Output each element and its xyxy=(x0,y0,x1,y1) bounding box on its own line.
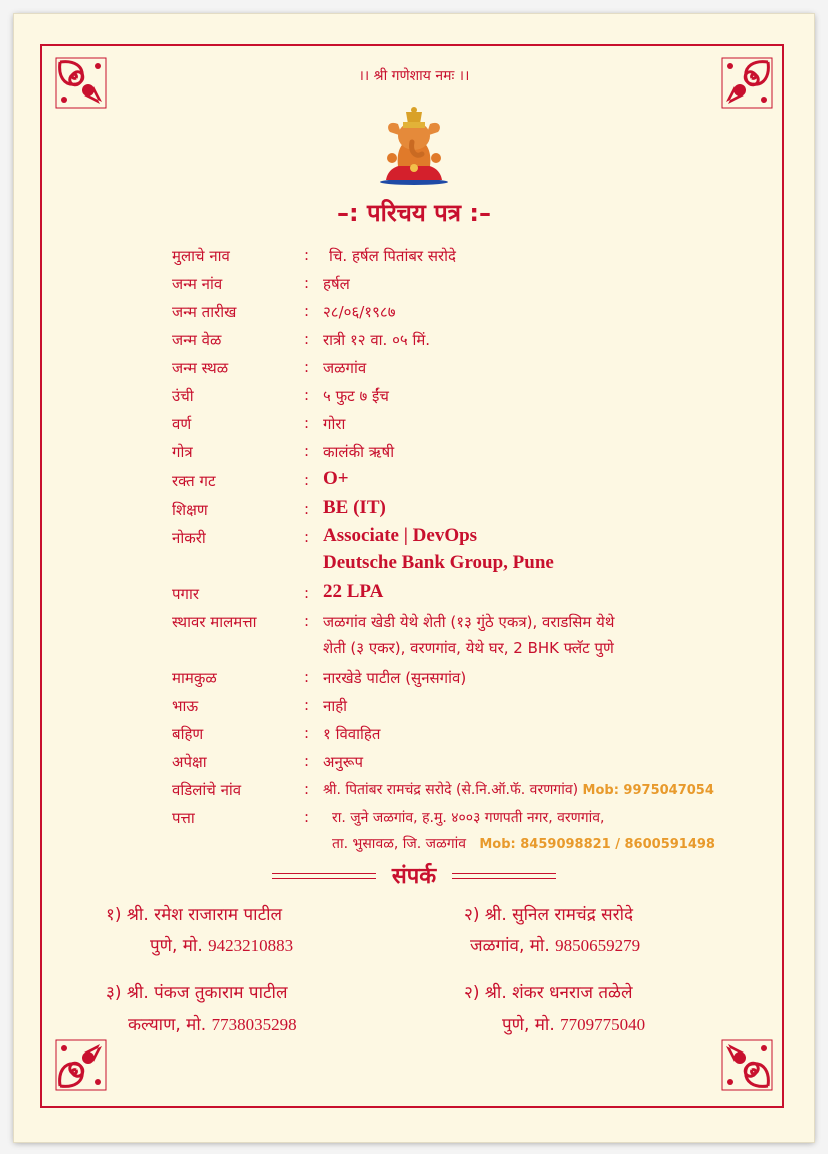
row-label: मामकुळ xyxy=(172,669,217,687)
row-colon: : xyxy=(304,500,310,518)
row-value: अनुरूप xyxy=(323,753,363,771)
row-colon: : xyxy=(304,808,310,826)
row-value: गोरा xyxy=(323,415,346,433)
contact-3-phone-line xyxy=(128,1012,297,1035)
address-line2-text: ता. भुसावळ, जि. जळगांव xyxy=(332,836,466,852)
row-label: रक्त गट xyxy=(172,472,216,490)
row-colon: : xyxy=(304,752,310,770)
row-label: मुलाचे नाव xyxy=(172,247,230,265)
row-colon: : xyxy=(304,386,310,404)
row-label: अपेक्षा xyxy=(172,753,207,771)
row-value: १ विवाहित xyxy=(323,725,381,743)
row-colon: : xyxy=(304,696,310,714)
row-label: शिक्षण xyxy=(172,501,208,519)
row-value: कालंकी ऋषी xyxy=(323,443,395,461)
row-value: रात्री १२ वा. ०५ मिं. xyxy=(323,331,431,349)
row-label: भाऊ xyxy=(172,697,199,715)
row-label: नोकरी xyxy=(172,529,206,547)
row-colon: : xyxy=(304,442,310,460)
row-value: जळगांव xyxy=(323,359,367,377)
row-value: चि. हर्षल पितांबर सरोदे xyxy=(329,247,456,265)
row-label: वर्ण xyxy=(172,415,192,433)
row-colon: : xyxy=(304,330,310,348)
contact-3-name: ३) श्री. पंकज तुकाराम पाटील xyxy=(106,983,288,1003)
row-value: नारखेडे पाटील (सुनसगांव) xyxy=(323,669,467,687)
row-value: 22 LPA xyxy=(323,581,384,602)
row-value-line2: Deutsche Bank Group, Pune xyxy=(323,552,554,573)
contact-1-name: १) श्री. रमेश राजाराम पाटील xyxy=(106,905,283,925)
contact-phone: 9423210883 xyxy=(208,936,294,955)
father-mobile: Mob: 9975047054 xyxy=(582,783,714,798)
contact-1-phone-line xyxy=(150,933,293,956)
corner-ornament-icon xyxy=(54,1038,108,1092)
contact-heading: संपर्क xyxy=(391,864,437,889)
row-value-line2 xyxy=(332,834,715,853)
row-label: गोत्र xyxy=(172,443,193,461)
row-value: नाही xyxy=(323,697,348,715)
row-value: O+ xyxy=(323,468,349,489)
row-value xyxy=(323,780,714,799)
row-label: जन्म नांव xyxy=(172,275,223,293)
contact-4-name: २) श्री. शंकर धनराज तळेले xyxy=(464,983,633,1003)
contact-separator xyxy=(14,862,814,892)
row-colon: : xyxy=(304,358,310,376)
corner-ornament-icon xyxy=(720,1038,774,1092)
row-value: BE (IT) xyxy=(323,497,386,518)
row-value: Associate | DevOps xyxy=(323,525,478,546)
row-colon: : xyxy=(304,414,310,432)
father-name-text: श्री. पितांबर रामचंद्र सरोदे (से.नि.ऑ.फॅ. वरणगांव) xyxy=(323,782,579,798)
row-value: हर्षल xyxy=(323,275,350,293)
row-label: उंची xyxy=(172,387,194,405)
row-colon: : xyxy=(304,528,310,546)
contact-phone: 9850659279 xyxy=(555,936,641,955)
row-colon: : xyxy=(304,274,310,292)
contact-4-phone-line xyxy=(502,1012,645,1035)
row-value: २८/०६/१९८७ xyxy=(323,303,396,321)
row-colon: : xyxy=(304,612,310,630)
row-colon: : xyxy=(304,471,310,489)
row-label: पत्ता xyxy=(172,809,195,827)
biodata-page xyxy=(14,14,814,1142)
row-label: जन्म वेळ xyxy=(172,331,222,349)
contact-phone: 7709775040 xyxy=(560,1015,646,1034)
row-colon: : xyxy=(304,584,310,602)
row-value: ५ फुट ७ ईंच xyxy=(323,387,389,405)
contact-2-name: २) श्री. सुनिल रामचंद्र सरोदे xyxy=(464,905,634,925)
address-mobile: Mob: 8459098821 / 8600591498 xyxy=(479,837,715,852)
contact-place: पुणे, मो. xyxy=(502,1015,555,1035)
row-colon: : xyxy=(304,780,310,798)
row-value-line2: शेती (३ एकर), वरणगांव, येथे घर, 2 BHK फ्लॅट पुणे xyxy=(323,639,614,657)
contact-place: जळगांव, मो. xyxy=(470,936,550,956)
ganesha-icon xyxy=(376,106,452,186)
contact-phone: 7738035298 xyxy=(211,1015,297,1034)
row-colon: : xyxy=(304,724,310,742)
row-label: जन्म स्थळ xyxy=(172,359,229,377)
page-title: –: परिचय पत्र :– xyxy=(337,199,491,227)
row-label: स्थावर मालमत्ता xyxy=(172,613,257,631)
row-value: रा. जुने जळगांव, ह.मु. ४००३ गणपती नगर, वरणगांव, xyxy=(332,810,605,826)
contact-place: पुणे, मो. xyxy=(150,936,203,956)
row-label: पगार xyxy=(172,585,199,603)
contact-2-phone-line xyxy=(470,933,640,956)
row-value: जळगांव खेडी येथे शेती (१३ गुंठे एकत्र), वराडसिम येथे xyxy=(323,613,615,631)
row-label: वडिलांचे नांव xyxy=(172,781,242,799)
row-colon: : xyxy=(304,668,310,686)
invocation-text: ।। श्री गणेशाय नमः ।। xyxy=(358,68,470,84)
row-label: जन्म तारीख xyxy=(172,303,237,321)
row-colon: : xyxy=(304,246,310,264)
row-colon: : xyxy=(304,302,310,320)
contact-place: कल्याण, मो. xyxy=(128,1015,207,1035)
row-label: बहिण xyxy=(172,725,204,743)
